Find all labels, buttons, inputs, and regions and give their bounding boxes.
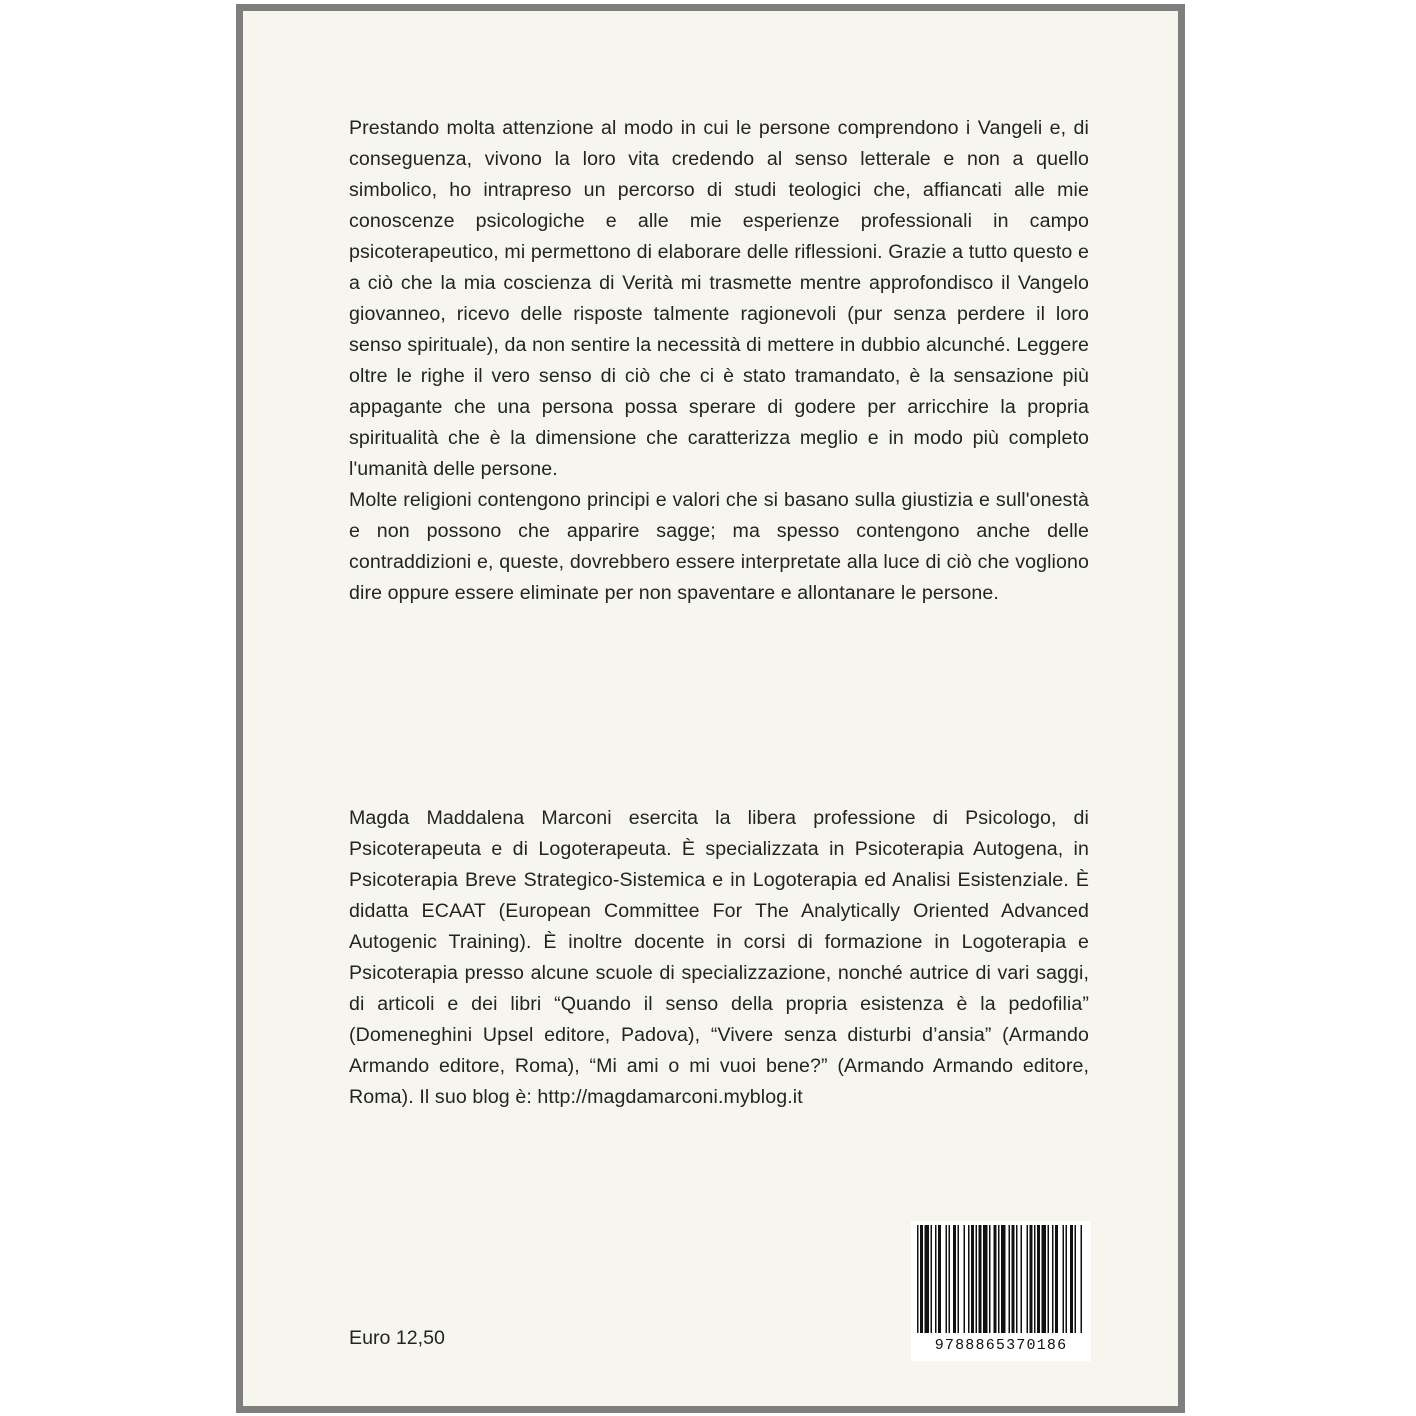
price-label: Euro 12,50 [349, 1327, 445, 1349]
isbn-number: 9788865370186 [934, 1337, 1068, 1354]
barcode-bar [1021, 1225, 1023, 1333]
barcode-bar [1048, 1225, 1050, 1333]
back-cover [243, 11, 1178, 1406]
barcode-bar [1066, 1225, 1068, 1333]
barcode-bar [1009, 1225, 1011, 1333]
barcode-bar [968, 1225, 970, 1333]
barcode-bar [953, 1225, 956, 1333]
barcode-bar [949, 1225, 951, 1333]
barcode-bar [989, 1225, 991, 1333]
barcode-bar [1070, 1225, 1073, 1333]
barcode-bar [931, 1225, 933, 1333]
barcode-bar [1016, 1225, 1018, 1333]
barcode-bar [1063, 1225, 1065, 1333]
barcode-bar [1037, 1225, 1040, 1333]
barcode-bar [917, 1225, 919, 1333]
blurb-paragraph-1: Prestando molta attenzione al modo in cui le persone comprendono i Vangeli e, di conseguenza, vivono la loro vita credendo al senso letterale e non a quello simbolico, ho intrapreso un percorso di studi teologici che, affiancati alle mie conoscenze psicologiche e alle mie esperienze professionali in campo psicoterapeutico, mi permettono di elaborare delle riflessioni. Grazie a tutto questo e a ciò che la mia coscienza di Verità mi trasmette mentre approfondisco il Vangelo giovanneo, ricevo delle risposte talmente ragionevoli (pur senza perdere il loro senso spirituale), da non sentire la necessità di mettere in dubbio alcunché. Leggere oltre le righe il vero senso di ciò che ci è stato tramandato, è la sensazione più appagante che una persona possa sperare di godere per arricchire la propria spiritualità che è la dimensione che caratterizza meglio e in modo più completo l'umanità delle persone. [349, 117, 1089, 480]
barcode-bar [971, 1225, 974, 1333]
barcode-bar [998, 1225, 1000, 1333]
barcode-bars [915, 1225, 1087, 1335]
book-cover-frame [236, 4, 1185, 1413]
isbn-barcode [911, 1221, 1091, 1361]
barcode-bar [925, 1225, 930, 1333]
author-bio-text: Magda Maddalena Marconi esercita la libera professione di Psicologo, di Psicoterapeuta e di Logoterapeuta. È specializzata in Psicoterapia Autogena, in Psicoterapia Breve Strategico-Sistemica e in Logoterapia ed Analisi Esistenziale. È didatta ECAAT (European Committee For The Analytically Oriented Advanced Autogenic Training). È inoltre docente in corsi di formazione in Logoterapia e Psicoterapia presso alcune scuole di specializzazione, nonché autrice di vari saggi, di articoli e dei libri “Quando il senso della propria esistenza è la pedofilia” (Domeneghini Upsel editore, Padova), “Vivere senza disturbi d’ansia” (Armando Armando editore, Roma), “Mi ami o mi vuoi bene?” (Armando Armando editore, Roma). Il suo blog è: http://magdamarconi.myblog.it [349, 807, 1089, 1108]
author-bio [349, 803, 1089, 1113]
barcode-bar [1027, 1225, 1029, 1333]
barcode-bar [983, 1225, 988, 1333]
barcode-bar [946, 1225, 948, 1333]
cover-blurb [349, 113, 1089, 609]
barcode-bar [979, 1225, 982, 1333]
barcode-bar [1075, 1225, 1077, 1333]
barcode-bar [994, 1225, 997, 1333]
barcode-bar [1012, 1225, 1015, 1333]
barcode-bar [1081, 1225, 1083, 1333]
barcode-bar [1042, 1225, 1047, 1333]
barcode-bar [1034, 1225, 1036, 1333]
barcode-bar [920, 1225, 923, 1333]
barcode-bar [964, 1225, 966, 1333]
barcode-bar [938, 1225, 941, 1333]
barcode-bar [958, 1225, 960, 1333]
barcode-bar [1052, 1225, 1054, 1333]
blurb-paragraph-2: Molte religioni contengono principi e valori che si basano sulla giustizia e sull'onestà e non possono che apparire sagge; ma spesso contengono anche delle contraddizioni e, queste, dovrebbero essere interpretate alla luce di ciò che vogliono dire oppure essere eliminate per non spaventare e allontanare le persone. [349, 489, 1089, 604]
barcode-bar [1055, 1225, 1058, 1333]
barcode-bar [935, 1225, 937, 1333]
barcode-bar [976, 1225, 978, 1333]
barcode-bar [1030, 1225, 1033, 1333]
barcode-bar [1001, 1225, 1006, 1333]
